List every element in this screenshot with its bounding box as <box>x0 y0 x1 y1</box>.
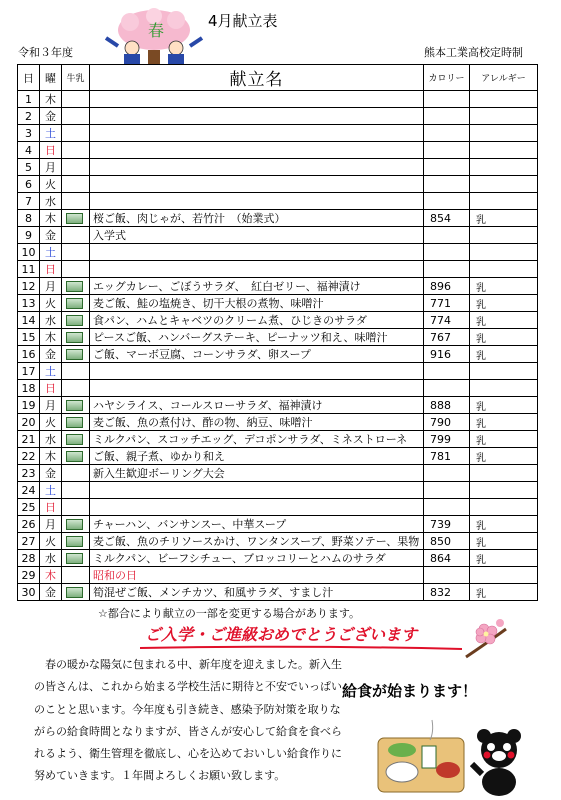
allergy-cell <box>470 567 538 584</box>
welcome-message: 春の暖かな陽気に包まれる中、新年度を迎えました。新入生の皆さんは、これから始まる学校生活に期待と不安でいっぱいのことと思います。今年度も引き続き、感染予防対策を取りながらの給食時間となりますが、皆さんが安心して給食を食べられるよう、衛生管理を徹底し、心を込めておいしい給食作りに努めていきます。１年間よろしくお願い致します。 <box>34 658 342 783</box>
table-row <box>18 482 538 499</box>
table-row <box>18 397 538 414</box>
calories-cell: 854 <box>424 210 470 227</box>
menu-cell: ハヤシライス、コールスローサラダ、福神漬け <box>90 397 424 414</box>
date-cell: 22 <box>18 448 40 465</box>
milk-cell <box>62 397 90 414</box>
lunch-start-heading: 給食が始まります！ <box>342 682 478 700</box>
allergy-cell <box>470 142 538 159</box>
day-of-week-cell: 土 <box>40 125 62 142</box>
date-cell: 5 <box>18 159 40 176</box>
day-of-week-cell: 月 <box>40 278 62 295</box>
allergy-cell: 乳 <box>470 516 538 533</box>
day-of-week-cell: 金 <box>40 584 62 601</box>
allergy-cell <box>470 261 538 278</box>
table-row <box>18 210 538 227</box>
day-of-week-cell: 土 <box>40 482 62 499</box>
cherry-blossom-icon <box>462 617 510 663</box>
calories-cell <box>424 363 470 380</box>
date-cell: 20 <box>18 414 40 431</box>
day-of-week-cell: 月 <box>40 397 62 414</box>
table-row <box>18 278 538 295</box>
table-row <box>18 465 538 482</box>
date-cell: 21 <box>18 431 40 448</box>
calories-cell <box>424 176 470 193</box>
menu-cell <box>90 261 424 278</box>
date-cell: 7 <box>18 193 40 210</box>
banner-underline <box>140 645 462 651</box>
milk-cell <box>62 108 90 125</box>
date-cell: 1 <box>18 91 40 108</box>
fiscal-year-label: 令和３年度 <box>18 46 73 59</box>
allergy-cell: 乳 <box>470 295 538 312</box>
calories-cell <box>424 159 470 176</box>
table-row <box>18 516 538 533</box>
allergy-cell <box>470 227 538 244</box>
header-allergy: アレルギー <box>470 65 538 91</box>
menu-cell <box>90 108 424 125</box>
menu-cell: 麦ご飯、鮭の塩焼き、切干大根の煮物、味噌汁 <box>90 295 424 312</box>
day-of-week-cell: 水 <box>40 550 62 567</box>
day-of-week-cell: 月 <box>40 516 62 533</box>
calories-cell: 896 <box>424 278 470 295</box>
milk-cell <box>62 584 90 601</box>
day-of-week-cell: 日 <box>40 261 62 278</box>
calories-cell: 774 <box>424 312 470 329</box>
calories-cell <box>424 193 470 210</box>
menu-cell: 麦ご飯、魚の煮付け、酢の物、納豆、味噌汁 <box>90 414 424 431</box>
day-of-week-cell: 金 <box>40 227 62 244</box>
day-of-week-cell: 木 <box>40 91 62 108</box>
milk-cell <box>62 159 90 176</box>
day-of-week-cell: 木 <box>40 329 62 346</box>
date-cell: 28 <box>18 550 40 567</box>
day-of-week-cell: 水 <box>40 431 62 448</box>
menu-cell: エッグカレー、ごぼうサラダ、 紅白ゼリー、福神漬け <box>90 278 424 295</box>
milk-cell <box>62 210 90 227</box>
day-of-week-cell: 火 <box>40 176 62 193</box>
menu-cell <box>90 193 424 210</box>
menu-cell <box>90 499 424 516</box>
day-of-week-cell: 火 <box>40 414 62 431</box>
milk-carton-icon <box>66 587 83 598</box>
milk-cell <box>62 499 90 516</box>
calories-cell: 771 <box>424 295 470 312</box>
allergy-cell <box>470 176 538 193</box>
date-cell: 15 <box>18 329 40 346</box>
calories-cell: 781 <box>424 448 470 465</box>
milk-carton-icon <box>66 400 83 411</box>
table-header-row <box>18 65 538 91</box>
menu-cell: ご飯、親子煮、ゆかり和え <box>90 448 424 465</box>
allergy-cell: 乳 <box>470 533 538 550</box>
menu-table <box>17 64 538 601</box>
calories-cell <box>424 482 470 499</box>
spring-children-illustration <box>98 8 210 66</box>
spring-character: 春 <box>148 21 165 40</box>
table-row <box>18 312 538 329</box>
table-row <box>18 261 538 278</box>
table-row <box>18 567 538 584</box>
allergy-cell: 乳 <box>470 584 538 601</box>
date-cell: 19 <box>18 397 40 414</box>
calories-cell <box>424 108 470 125</box>
allergy-cell: 乳 <box>470 329 538 346</box>
calories-cell <box>424 380 470 397</box>
date-cell: 6 <box>18 176 40 193</box>
milk-carton-icon <box>66 315 83 326</box>
table-row <box>18 193 538 210</box>
school-name: 熊本工業高校定時制 <box>424 46 523 59</box>
milk-cell <box>62 244 90 261</box>
table-row <box>18 159 538 176</box>
day-of-week-cell: 火 <box>40 295 62 312</box>
milk-carton-icon <box>66 298 83 309</box>
table-row <box>18 431 538 448</box>
allergy-cell <box>470 193 538 210</box>
header-dow: 曜 <box>40 65 62 91</box>
calories-cell <box>424 142 470 159</box>
calories-cell <box>424 465 470 482</box>
calories-cell: 916 <box>424 346 470 363</box>
day-of-week-cell: 金 <box>40 465 62 482</box>
day-of-week-cell: 火 <box>40 533 62 550</box>
milk-cell <box>62 567 90 584</box>
table-row <box>18 448 538 465</box>
calories-cell: 850 <box>424 533 470 550</box>
milk-cell <box>62 533 90 550</box>
table-row <box>18 550 538 567</box>
milk-cell <box>62 431 90 448</box>
date-cell: 25 <box>18 499 40 516</box>
date-cell: 14 <box>18 312 40 329</box>
date-cell: 2 <box>18 108 40 125</box>
date-cell: 13 <box>18 295 40 312</box>
school-lunch-tray-icon <box>372 718 470 796</box>
day-of-week-cell: 金 <box>40 108 62 125</box>
milk-carton-icon <box>66 434 83 445</box>
date-cell: 9 <box>18 227 40 244</box>
milk-cell <box>62 312 90 329</box>
allergy-cell: 乳 <box>470 550 538 567</box>
menu-cell <box>90 176 424 193</box>
milk-cell <box>62 176 90 193</box>
date-cell: 3 <box>18 125 40 142</box>
milk-carton-icon <box>66 519 83 530</box>
table-row <box>18 142 538 159</box>
milk-cell <box>62 380 90 397</box>
milk-cell <box>62 278 90 295</box>
allergy-cell <box>470 125 538 142</box>
page-title: 4月献立表 <box>208 12 278 30</box>
calories-cell <box>424 499 470 516</box>
menu-cell: 桜ご飯、肉じゃが、若竹汁 （始業式） <box>90 210 424 227</box>
allergy-cell <box>470 244 538 261</box>
calories-cell: 790 <box>424 414 470 431</box>
milk-cell <box>62 142 90 159</box>
menu-cell: 新入生歓迎ボーリング大会 <box>90 465 424 482</box>
table-row <box>18 346 538 363</box>
calories-cell <box>424 125 470 142</box>
menu-cell <box>90 159 424 176</box>
milk-cell <box>62 346 90 363</box>
menu-cell: 昭和の日 <box>90 567 424 584</box>
date-cell: 16 <box>18 346 40 363</box>
menu-cell: チャーハン、バンサンスー、中華スープ <box>90 516 424 533</box>
date-cell: 29 <box>18 567 40 584</box>
menu-cell: 入学式 <box>90 227 424 244</box>
table-row <box>18 227 538 244</box>
milk-carton-icon <box>66 332 83 343</box>
menu-cell: 麦ご飯、魚のチリソースかけ、ワンタンスープ、野菜ソテー、果物 <box>90 533 424 550</box>
table-row <box>18 295 538 312</box>
allergy-cell <box>470 465 538 482</box>
day-of-week-cell: 木 <box>40 210 62 227</box>
day-of-week-cell: 水 <box>40 312 62 329</box>
day-of-week-cell: 月 <box>40 159 62 176</box>
calories-cell <box>424 261 470 278</box>
milk-cell <box>62 482 90 499</box>
day-of-week-cell: 木 <box>40 448 62 465</box>
calories-cell: 767 <box>424 329 470 346</box>
date-cell: 23 <box>18 465 40 482</box>
milk-cell <box>62 448 90 465</box>
milk-carton-icon <box>66 553 83 564</box>
menu-cell <box>90 363 424 380</box>
day-of-week-cell: 土 <box>40 363 62 380</box>
allergy-cell: 乳 <box>470 397 538 414</box>
date-cell: 4 <box>18 142 40 159</box>
milk-carton-icon <box>66 281 83 292</box>
day-of-week-cell: 日 <box>40 142 62 159</box>
date-cell: 27 <box>18 533 40 550</box>
milk-carton-icon <box>66 417 83 428</box>
menu-cell <box>90 380 424 397</box>
milk-cell <box>62 329 90 346</box>
milk-cell <box>62 261 90 278</box>
calories-cell: 888 <box>424 397 470 414</box>
allergy-cell <box>470 108 538 125</box>
day-of-week-cell: 木 <box>40 567 62 584</box>
table-row <box>18 380 538 397</box>
allergy-cell: 乳 <box>470 210 538 227</box>
header-menu: 献立名 <box>90 65 424 91</box>
day-of-week-cell: 日 <box>40 380 62 397</box>
calories-cell: 832 <box>424 584 470 601</box>
milk-carton-icon <box>66 451 83 462</box>
day-of-week-cell: 日 <box>40 499 62 516</box>
table-row <box>18 499 538 516</box>
calories-cell <box>424 567 470 584</box>
menu-cell <box>90 125 424 142</box>
calories-cell: 739 <box>424 516 470 533</box>
table-row <box>18 329 538 346</box>
calories-cell: 799 <box>424 431 470 448</box>
milk-cell <box>62 465 90 482</box>
milk-cell <box>62 193 90 210</box>
header-calories: カロリー <box>424 65 470 91</box>
date-cell: 18 <box>18 380 40 397</box>
table-row <box>18 244 538 261</box>
allergy-cell: 乳 <box>470 448 538 465</box>
menu-cell: ご飯、マーボ豆腐、コーンサラダ、卵スープ <box>90 346 424 363</box>
milk-cell <box>62 295 90 312</box>
menu-cell <box>90 142 424 159</box>
milk-carton-icon <box>66 536 83 547</box>
day-of-week-cell: 土 <box>40 244 62 261</box>
allergy-cell: 乳 <box>470 346 538 363</box>
milk-carton-icon <box>66 213 83 224</box>
allergy-cell <box>470 363 538 380</box>
milk-carton-icon <box>66 349 83 360</box>
milk-cell <box>62 91 90 108</box>
table-row <box>18 91 538 108</box>
day-of-week-cell: 水 <box>40 193 62 210</box>
table-row <box>18 363 538 380</box>
date-cell: 11 <box>18 261 40 278</box>
allergy-cell: 乳 <box>470 278 538 295</box>
allergy-cell: 乳 <box>470 414 538 431</box>
milk-cell <box>62 125 90 142</box>
milk-cell <box>62 414 90 431</box>
allergy-cell <box>470 91 538 108</box>
calories-cell <box>424 91 470 108</box>
menu-cell: 食パン、ハムとキャベツのクリーム煮、ひじきのサラダ <box>90 312 424 329</box>
menu-cell <box>90 482 424 499</box>
table-row <box>18 533 538 550</box>
table-row <box>18 125 538 142</box>
table-row <box>18 584 538 601</box>
table-row <box>18 108 538 125</box>
milk-cell <box>62 550 90 567</box>
allergy-cell <box>470 159 538 176</box>
milk-cell <box>62 516 90 533</box>
milk-cell <box>62 363 90 380</box>
bear-mascot-icon <box>470 724 528 796</box>
header-date: 日 <box>18 65 40 91</box>
date-cell: 30 <box>18 584 40 601</box>
date-cell: 24 <box>18 482 40 499</box>
allergy-cell <box>470 380 538 397</box>
date-cell: 10 <box>18 244 40 261</box>
date-cell: 12 <box>18 278 40 295</box>
change-notice: ☆都合により献立の一部を変更する場合があります。 <box>98 607 360 620</box>
menu-cell: ミルクパン、ビーフシチュー、ブロッコリーとハムのサラダ <box>90 550 424 567</box>
allergy-cell <box>470 482 538 499</box>
allergy-cell <box>470 499 538 516</box>
date-cell: 8 <box>18 210 40 227</box>
menu-cell: 筍混ぜご飯、メンチカツ、和風サラダ、すまし汁 <box>90 584 424 601</box>
menu-cell: ミルクパン、スコッチエッグ、デコポンサラダ、ミネストローネ <box>90 431 424 448</box>
header-milk: 牛乳 <box>62 65 90 91</box>
allergy-cell: 乳 <box>470 431 538 448</box>
calories-cell: 864 <box>424 550 470 567</box>
day-of-week-cell: 金 <box>40 346 62 363</box>
table-row <box>18 414 538 431</box>
congratulations-banner: ご入学・ご進級おめでとうございます <box>145 625 418 644</box>
milk-cell <box>62 227 90 244</box>
menu-cell <box>90 91 424 108</box>
date-cell: 26 <box>18 516 40 533</box>
calories-cell <box>424 227 470 244</box>
table-row <box>18 176 538 193</box>
calories-cell <box>424 244 470 261</box>
allergy-cell: 乳 <box>470 312 538 329</box>
date-cell: 17 <box>18 363 40 380</box>
menu-cell <box>90 244 424 261</box>
menu-cell: ピースご飯、ハンバーグステーキ、ピーナッツ和え、味噌汁 <box>90 329 424 346</box>
